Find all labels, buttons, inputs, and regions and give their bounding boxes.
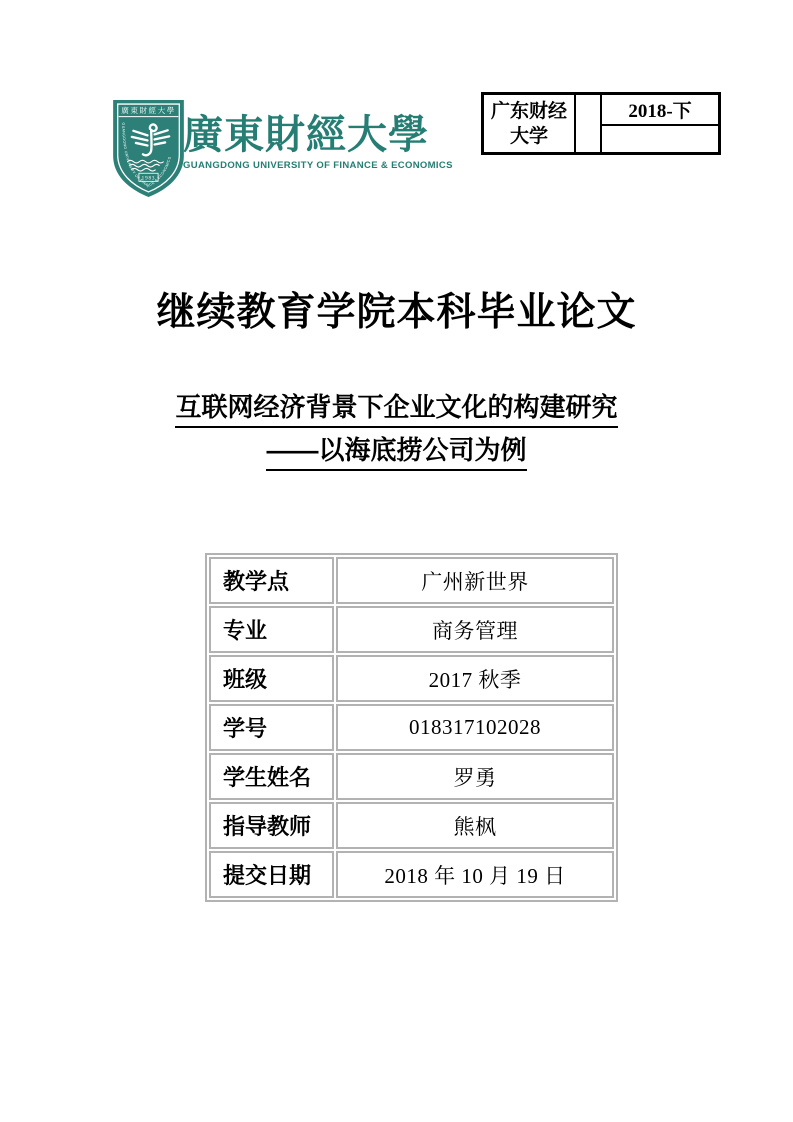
info-value: 018317102028 bbox=[336, 704, 614, 751]
info-row-student-id bbox=[209, 704, 614, 751]
university-name-calligraphy: 廣東財經大學 bbox=[183, 111, 429, 158]
semester-box bbox=[481, 92, 721, 155]
info-row-teaching-point bbox=[209, 557, 614, 604]
university-crest-icon bbox=[112, 99, 185, 198]
info-row-major bbox=[209, 606, 614, 653]
thesis-title: 互联网经济背景下企业文化的构建研究 bbox=[175, 387, 617, 428]
page-title: 继续教育学院本科毕业论文 bbox=[156, 291, 637, 334]
info-label: 专业 bbox=[209, 606, 334, 653]
info-row-advisor bbox=[209, 802, 614, 849]
info-label: 指导教师 bbox=[209, 802, 334, 849]
shield-top-text: 廣東財經大學 bbox=[121, 106, 176, 116]
info-label: 提交日期 bbox=[209, 851, 334, 898]
semester-box-school: 广东财经大学 bbox=[484, 95, 576, 152]
info-label: 班级 bbox=[209, 655, 334, 702]
shield-ring-text: GUANGDONG UNIVERSITY OF FINANCE & ECONOMICS bbox=[121, 122, 172, 189]
info-row-submission-date bbox=[209, 851, 614, 898]
semester-box-term: 2018-下 bbox=[602, 95, 718, 126]
info-label: 教学点 bbox=[209, 557, 334, 604]
thesis-subtitle-line bbox=[0, 430, 793, 471]
student-info-table bbox=[205, 553, 618, 902]
info-row-class bbox=[209, 655, 614, 702]
info-value: 商务管理 bbox=[336, 606, 614, 653]
info-label: 学生姓名 bbox=[209, 753, 334, 800]
info-row-student-name bbox=[209, 753, 614, 800]
university-name-english: GUANGDONG UNIVERSITY OF FINANCE & ECONOMICS bbox=[183, 160, 453, 171]
info-value: 2017 秋季 bbox=[336, 655, 614, 702]
info-value: 罗勇 bbox=[336, 753, 614, 800]
info-value: 广州新世界 bbox=[336, 557, 614, 604]
thesis-subtitle: ——以海底捞公司为例 bbox=[266, 430, 526, 471]
thesis-title-line bbox=[0, 387, 793, 428]
founding-year: 1983 bbox=[141, 175, 156, 182]
university-brand bbox=[183, 111, 453, 171]
semester-box-empty-cell bbox=[602, 126, 718, 152]
semester-box-spacer-cell bbox=[576, 95, 602, 152]
info-label: 学号 bbox=[209, 704, 334, 751]
info-value: 2018 年 10 月 19 日 bbox=[336, 851, 614, 898]
info-value: 熊枫 bbox=[336, 802, 614, 849]
